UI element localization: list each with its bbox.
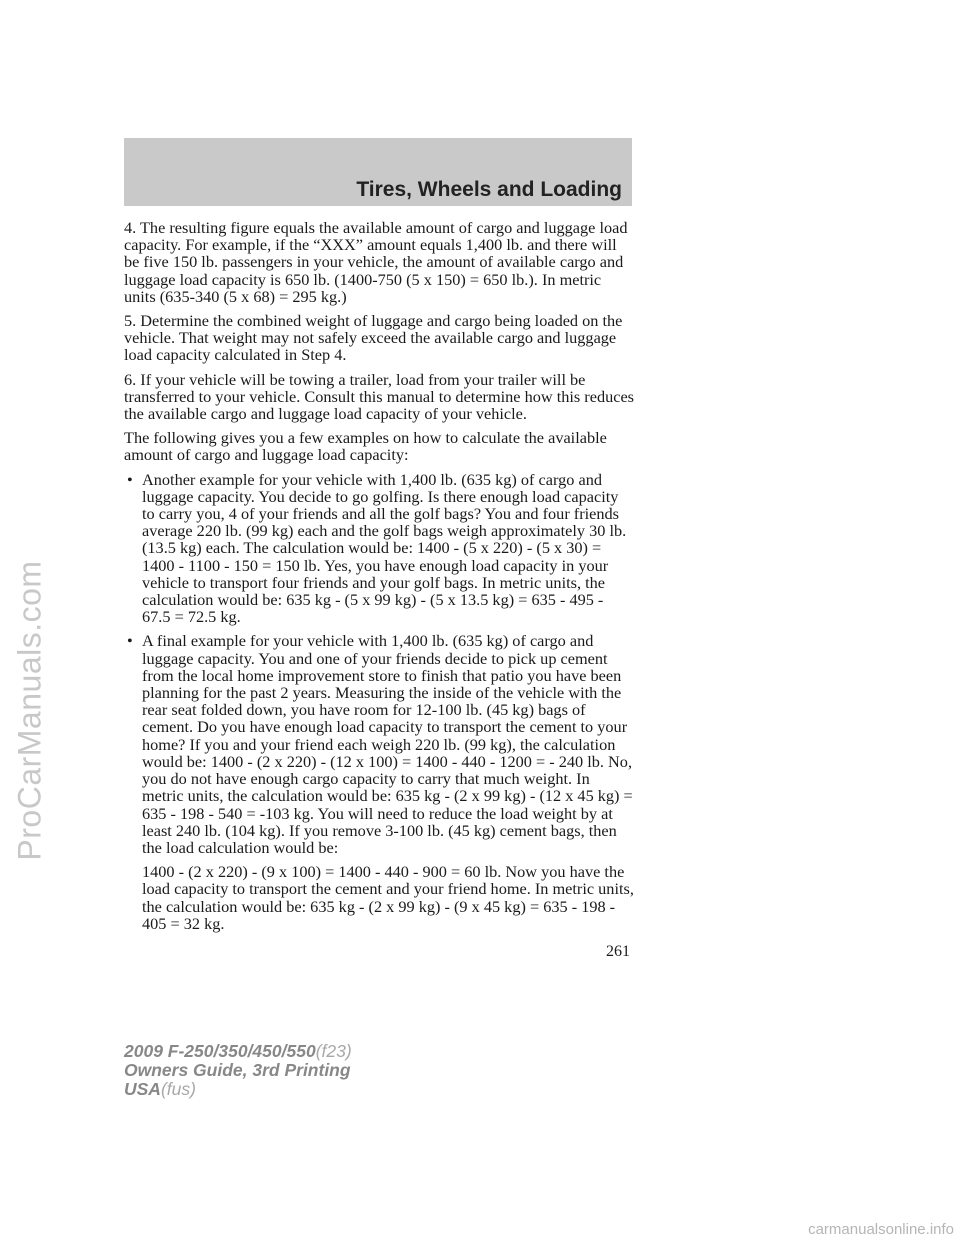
footer-line-guide (124, 1061, 352, 1080)
bullet-text: A final example for your vehicle with 1,400 lb. (635 kg) of cargo and luggage capacity. You and one of your friends decide to pick up cement from the local home improvement store to finish that patio you have been planning for the past 2 years. Measuring the inside of the vehicle with the rear seat folded down, you have room for 12-100 lb. (45 kg) bags of cement. Do you have enough load capacity to transport the cement to your home? If you and your friend each weigh 220 lb. (99 kg), the calculation would be: 1400 - (2 x 220) - (12 x 100) = 1400 - 440 - 1200 = - 240 lb. No, you do not have enough cargo capacity to carry that much weight. In metric units, the calculation would be: 635 kg - (2 x 99 kg) - (12 x 45 kg) = 635 - 198 - 540 = -103 kg. You will need to reduce the load weight by at least 240 lb. (104 kg). If you remove 3-100 lb. (45 kg) cement bags, then the load calculation would be: (142, 631, 633, 857)
paragraph-step-4: 4. The resulting figure equals the available amount of cargo and luggage load capacity. For example, if the “XXX” amount equals 1,400 lb. and there will be five 150 lb. passengers in your vehicle, the amount of available cargo and luggage load capacity is 650 lb. (1400-750 (5 x 150) = 650 lb.). In metric units (635-340 (5 x 68) = 295 kg.) (124, 218, 628, 306)
watermark (2, 300, 58, 1120)
page-content (124, 219, 634, 939)
footer-model-code: (f23) (315, 1041, 352, 1061)
page-number: 261 (606, 943, 630, 960)
site-footer: carmanualsonline.info (808, 1221, 954, 1238)
footer-guide: Owners Guide, 3rd Printing (124, 1060, 351, 1080)
watermark-text: ProCarManuals.com (11, 559, 48, 861)
section-title: Tires, Wheels and Loading (356, 178, 622, 201)
bullet-dot: • (127, 631, 133, 651)
paragraph-continuation: 1400 - (2 x 220) - (9 x 100) = 1400 - 440 - 900 = 60 lb. Now you have the load capacity to transport the cement and your friend home. In metric units, the calculation would be: 635 kg - (2 x 99 kg) - (9 x 45 kg) = 635 - 198 - 405 = 32 kg. (142, 862, 634, 933)
bullet-item-cement (124, 632, 634, 856)
section-header (124, 138, 632, 206)
bullet-dot: • (127, 469, 133, 489)
footer-region: USA (124, 1079, 161, 1099)
footer-region-code: (fus) (160, 1079, 196, 1099)
paragraph-step-6: 6. If your vehicle will be towing a trailer, load from your trailer will be transferred to your vehicle. Consult this manual to determine how this reduces the available cargo and luggage load capacity of your vehicle. (124, 369, 635, 424)
footer-line-region (124, 1080, 352, 1099)
document-footer (124, 1042, 352, 1099)
footer-model: 2009 F-250/350/450/550 (124, 1041, 316, 1061)
footer-line-model (124, 1042, 352, 1061)
bullet-text: Another example for your vehicle with 1,400 lb. (635 kg) of cargo and luggage capacity. You decide to go golfing. Is there enough load capacity to carry you, 4 of your friends and all the golf bags? You and four friends average 220 lb. (99 kg) each and the golf bags weigh approximately 30 lb. (13.5 kg) each. The calculation would be: 1400 - (5 x 220) - (5 x 30) = 1400 - 1100 - 150 = 150 lb. Yes, you have enough load capacity in your vehicle to transport four friends and your golf bags. In metric units, the calculation would be: 635 kg - (5 x 99 kg) - (5 x 13.5 kg) = 635 - 495 - 67.5 = 72.5 kg. (142, 469, 627, 627)
paragraph-intro: The following gives you a few examples on how to calculate the available amount of cargo and luggage load capacity: (124, 428, 607, 465)
paragraph-step-5: 5. Determine the combined weight of luggage and cargo being loaded on the vehicle. That weight may not safely exceed the available cargo and luggage load capacity calculated in Step 4. (124, 311, 623, 365)
bullet-item-golf (124, 471, 634, 626)
